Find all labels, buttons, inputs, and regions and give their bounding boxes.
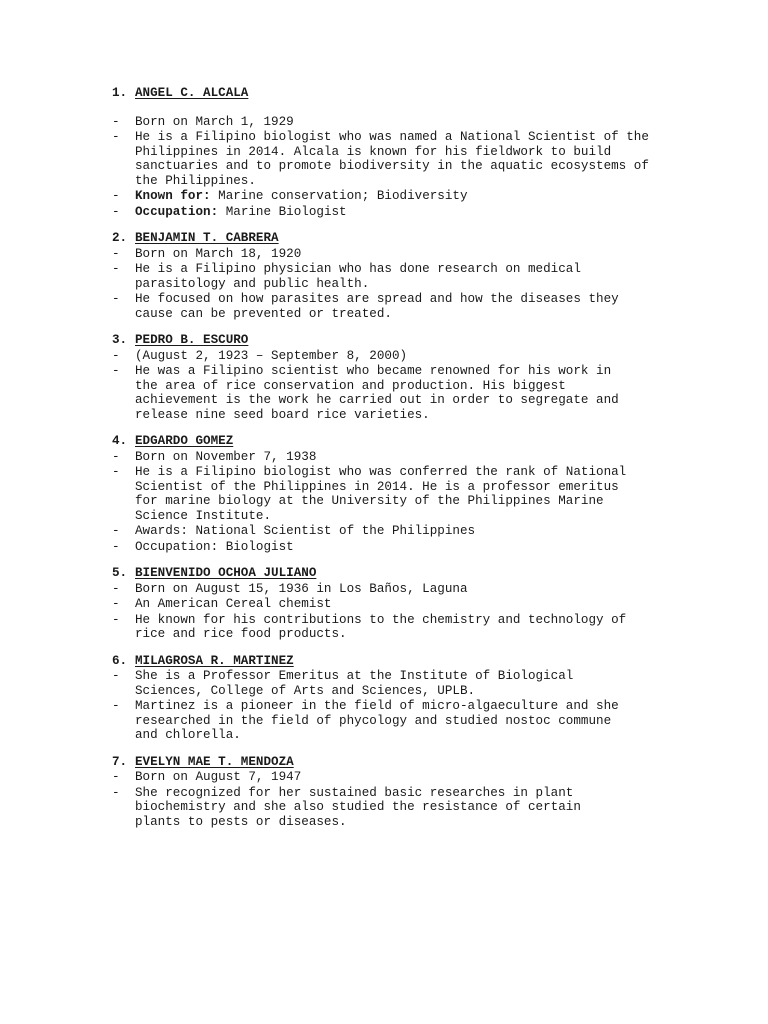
point-text: He is a Filipino biologist who was conferred the rank of National xyxy=(135,465,627,479)
point-text-line xyxy=(135,524,712,539)
entry-heading xyxy=(112,566,712,581)
entry-points xyxy=(112,450,712,555)
point-text: She recognized for her sustained basic researches in plant xyxy=(135,785,574,800)
point-text-line xyxy=(135,582,712,597)
point-text: Born on November 7, 1938 xyxy=(135,449,317,464)
entry-number: 3. xyxy=(112,333,128,347)
point-label: Known for: xyxy=(135,189,211,203)
bullet-point xyxy=(112,349,712,364)
bullet-point xyxy=(112,205,712,220)
point-text-line xyxy=(135,307,712,322)
scientist-name: PEDRO B. ESCURO xyxy=(135,333,249,347)
scientist-entry xyxy=(112,654,712,743)
entry-heading xyxy=(112,434,712,449)
bullet-point xyxy=(112,699,712,743)
point-text-line xyxy=(135,815,712,830)
entry-number: 6. xyxy=(112,653,128,668)
point-text-line xyxy=(135,540,712,555)
point-text-line xyxy=(135,262,712,277)
document-body xyxy=(112,86,712,841)
bullet-point xyxy=(112,540,712,555)
point-text-line xyxy=(135,714,712,729)
bullet-point xyxy=(112,130,712,188)
point-text: Awards: National Scientist of the Philippines xyxy=(135,524,476,538)
point-text-line xyxy=(135,130,712,145)
point-text: He known for his contributions to the chemistry and technology of xyxy=(135,612,627,627)
bullet-point xyxy=(112,189,712,204)
bullet-point xyxy=(112,115,712,130)
point-text: He is a Filipino physician who has done research on medical xyxy=(135,262,581,276)
point-text: plants to pests or diseases. xyxy=(135,814,347,829)
scientist-entry xyxy=(112,333,712,422)
point-text-line xyxy=(135,393,712,408)
bullet-point xyxy=(112,364,712,422)
point-text: He focused on how parasites are spread and how the diseases they xyxy=(135,292,619,306)
entry-number: 4. xyxy=(112,434,128,448)
point-text-line xyxy=(135,189,712,204)
point-text: and chlorella. xyxy=(135,728,241,742)
point-text-line xyxy=(135,408,712,423)
point-text-line xyxy=(135,465,712,480)
point-text: He is a Filipino biologist who was named a National Scientist of the xyxy=(135,130,649,144)
point-text: achievement is the work he carried out in order to segregate and xyxy=(135,393,619,407)
bullet-point xyxy=(112,770,712,785)
point-text-line xyxy=(135,115,712,130)
scientist-name: EDGARDO GOMEZ xyxy=(135,434,234,448)
point-text: biochemistry and she also studied the resistance of certain xyxy=(135,800,581,814)
bullet-point xyxy=(112,669,712,698)
scientist-entry xyxy=(112,755,712,830)
point-text: the area of rice conservation and production. His biggest xyxy=(135,378,566,393)
point-text-line xyxy=(135,684,712,699)
bullet-point xyxy=(112,613,712,642)
scientist-name: ANGEL C. ALCALA xyxy=(135,86,249,100)
point-text: Science Institute. xyxy=(135,508,272,523)
point-text-line xyxy=(135,450,712,465)
bullet-point xyxy=(112,597,712,612)
point-text-line xyxy=(135,728,712,743)
point-text-line xyxy=(135,292,712,307)
point-text: for marine biology at the University of the Philippines Marine xyxy=(135,494,604,508)
point-text: cause can be prevented or treated. xyxy=(135,306,392,321)
scientist-name: MILAGROSA R. MARTINEZ xyxy=(135,653,294,668)
entry-points xyxy=(112,247,712,322)
point-text: rice and rice food products. xyxy=(135,627,347,641)
entry-points xyxy=(112,770,712,829)
point-text-line xyxy=(135,800,712,815)
entry-heading xyxy=(112,231,712,246)
point-text: (August 2, 1923 – September 8, 2000) xyxy=(135,348,408,363)
point-text-line xyxy=(135,699,712,714)
bullet-point xyxy=(112,582,712,597)
scientist-name: BIENVENIDO OCHOA JULIANO xyxy=(135,566,317,580)
point-text: An American Cereal chemist xyxy=(135,597,332,611)
entry-heading xyxy=(112,654,712,669)
point-text-line xyxy=(135,159,712,174)
point-text-line xyxy=(135,247,712,262)
point-text: Born on March 18, 1920 xyxy=(135,246,302,261)
point-text-line xyxy=(135,205,712,220)
bullet-point xyxy=(112,524,712,539)
point-text-line xyxy=(135,379,712,394)
entry-number: 7. xyxy=(112,754,128,769)
entry-heading xyxy=(112,333,712,348)
scientist-entry xyxy=(112,86,712,219)
entry-number: 2. xyxy=(112,231,128,245)
scientist-entry xyxy=(112,434,712,554)
entry-heading xyxy=(112,755,712,770)
point-text-line xyxy=(135,145,712,160)
point-text-line xyxy=(135,349,712,364)
point-text: He was a Filipino scientist who became renowned for his work in xyxy=(135,364,612,378)
scientist-name: EVELYN MAE T. MENDOZA xyxy=(135,754,294,769)
point-text: She is a Professor Emeritus at the Institute of Biological xyxy=(135,669,574,683)
bullet-point xyxy=(112,786,712,830)
point-text-line xyxy=(135,277,712,292)
point-text: Sciences, College of Arts and Sciences, UPLB. xyxy=(135,683,476,698)
scientist-entry xyxy=(112,566,712,642)
point-text: Occupation: Biologist xyxy=(135,539,294,554)
point-text: Born on March 1, 1929 xyxy=(135,114,294,129)
point-label: Occupation: xyxy=(135,204,219,219)
point-text-line xyxy=(135,509,712,524)
point-text: Philippines in 2014. Alcala is known for his fieldwork to build xyxy=(135,144,612,159)
point-text-line xyxy=(135,174,712,189)
point-text-line xyxy=(135,480,712,495)
entry-number: 1. xyxy=(112,86,128,100)
point-text: Born on August 7, 1947 xyxy=(135,770,302,784)
entry-points xyxy=(112,582,712,642)
point-text-line xyxy=(135,669,712,684)
bullet-point xyxy=(112,247,712,262)
point-text: researched in the field of phycology and studied nostoc commune xyxy=(135,713,612,728)
bullet-point xyxy=(112,292,712,321)
point-text-line xyxy=(135,364,712,379)
point-text-line xyxy=(135,786,712,801)
point-text-line xyxy=(135,494,712,509)
point-text: Born on August 15, 1936 in Los Baños, Laguna xyxy=(135,581,468,596)
scientist-entry xyxy=(112,231,712,321)
point-text: parasitology and public health. xyxy=(135,276,370,291)
point-text-line xyxy=(135,597,712,612)
point-text: Scientist of the Philippines in 2014. He is a professor emeritus xyxy=(135,479,619,494)
point-text: Marine Biologist xyxy=(218,204,347,219)
bullet-point xyxy=(112,465,712,523)
point-text: the Philippines. xyxy=(135,173,256,188)
bullet-point xyxy=(112,450,712,465)
point-text: release nine seed board rice varieties. xyxy=(135,407,430,422)
entry-heading xyxy=(112,86,712,101)
point-text-line xyxy=(135,770,712,785)
entry-points xyxy=(112,669,712,743)
entry-points xyxy=(112,115,712,220)
scientist-name: BENJAMIN T. CABRERA xyxy=(135,231,279,245)
bullet-point xyxy=(112,262,712,291)
point-text: Martinez is a pioneer in the field of micro-algaeculture and she xyxy=(135,699,619,713)
point-text: sanctuaries and to promote biodiversity in the aquatic ecosystems of xyxy=(135,159,649,173)
entry-points xyxy=(112,349,712,423)
entry-number: 5. xyxy=(112,566,128,580)
point-text-line xyxy=(135,627,712,642)
point-text-line xyxy=(135,613,712,628)
point-text: Marine conservation; Biodiversity xyxy=(210,189,468,203)
scientist-list xyxy=(112,86,712,829)
